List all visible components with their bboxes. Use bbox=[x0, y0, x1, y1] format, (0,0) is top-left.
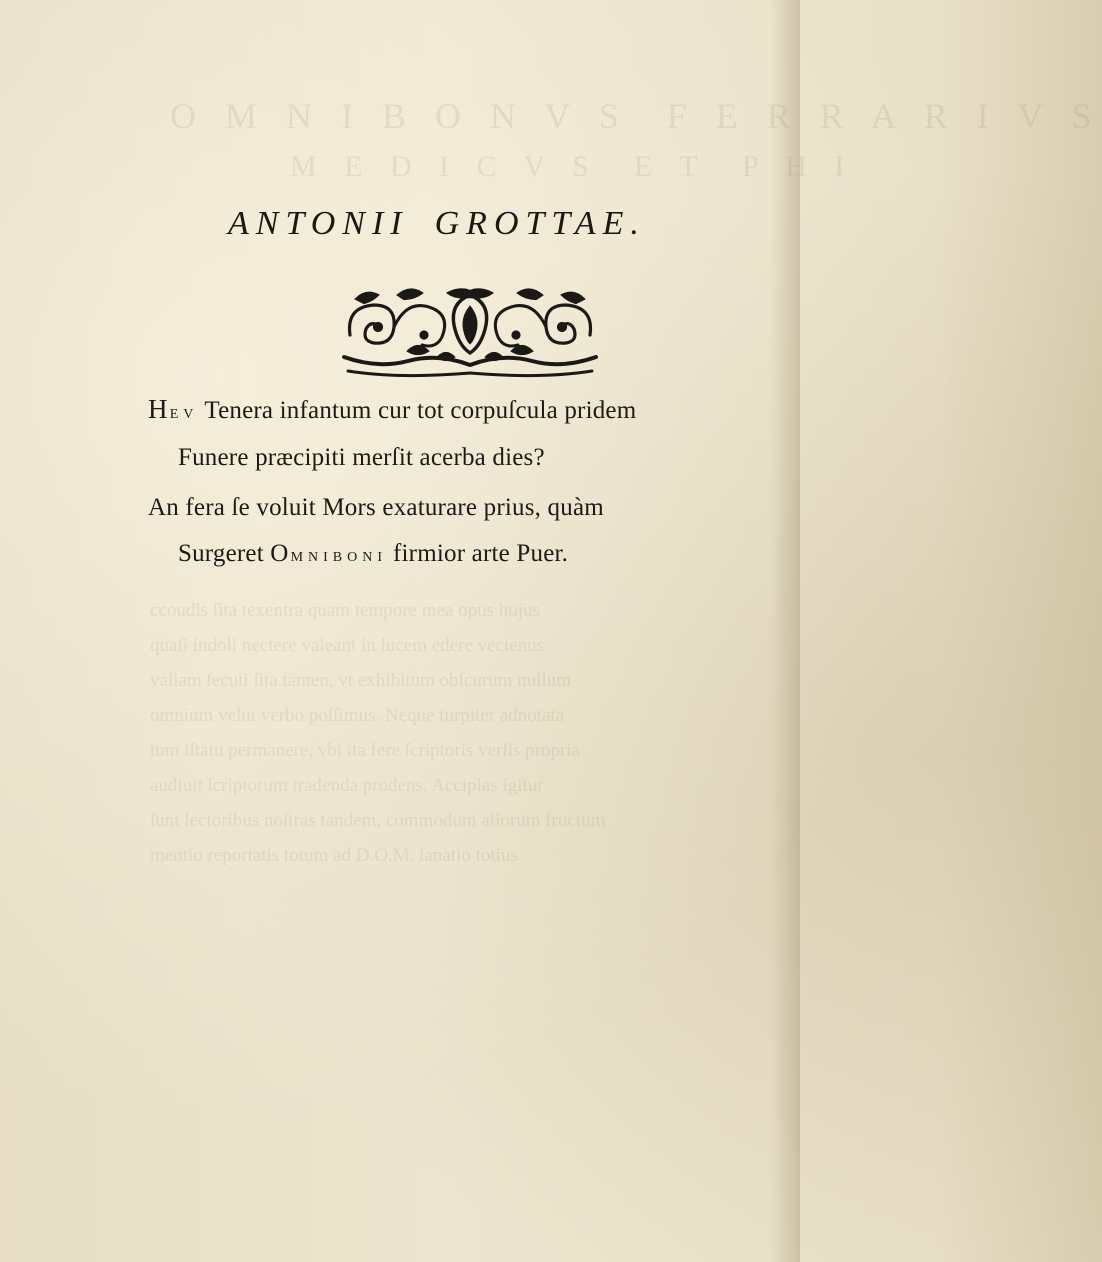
poem-line-3: An fera ſe voluit Mors exaturare prius, quàm bbox=[148, 494, 604, 521]
line-4-start: Surgeret bbox=[178, 540, 264, 567]
line-4-end: firmior arte Puer. bbox=[393, 540, 569, 567]
line-4-name-initial: O bbox=[270, 540, 289, 567]
poem-line-2: Funere præcipiti merſit acerba dies? bbox=[178, 444, 545, 471]
line-4-name-smallcaps: MNIBONI bbox=[290, 550, 388, 565]
heading-word-1: ANTONII bbox=[228, 205, 409, 242]
poem-line-1 bbox=[148, 394, 636, 425]
book-page: O M N I B O N V S F E R R A R I V S M E D I C V S E T P H I ccoudis ſita texentra quam tempore mea opus hujus quaſi indoli nectere valeant in lucem edere vectenus valiam ſecuti ſita tamen, vt exhibitum obſcurum nullum omnium velut verbo poſſimus. Neque turpiter adnotata tum iſtatu permanere, vbi ita fere ſcriptoris verſis propria audiuit ſcriptorum tradenda prudens. Accipias igitur ſunt lectoribus noſtras tandem, commodum aliorum fructum mentio reportatis totum ad D.O.M. ſanatio totius ANTONII GROTTAE. HEV Tenera infantum cur tot corpuſcula pridem Funere præcipiti merſit acerba dies? An fera ſe voluit Mors exaturare prius, quàm Surgeret O MNIBONI firmior arte Puer. bbox=[0, 0, 800, 1262]
poem-line-4 bbox=[178, 540, 568, 568]
heading-word-2: GROTTAE. bbox=[434, 205, 646, 242]
line-1-initial: H bbox=[148, 394, 168, 424]
line-1-smallcaps: EV bbox=[169, 407, 199, 422]
line-1-text: Tenera infantum cur tot corpuſcula pridem bbox=[204, 397, 637, 424]
